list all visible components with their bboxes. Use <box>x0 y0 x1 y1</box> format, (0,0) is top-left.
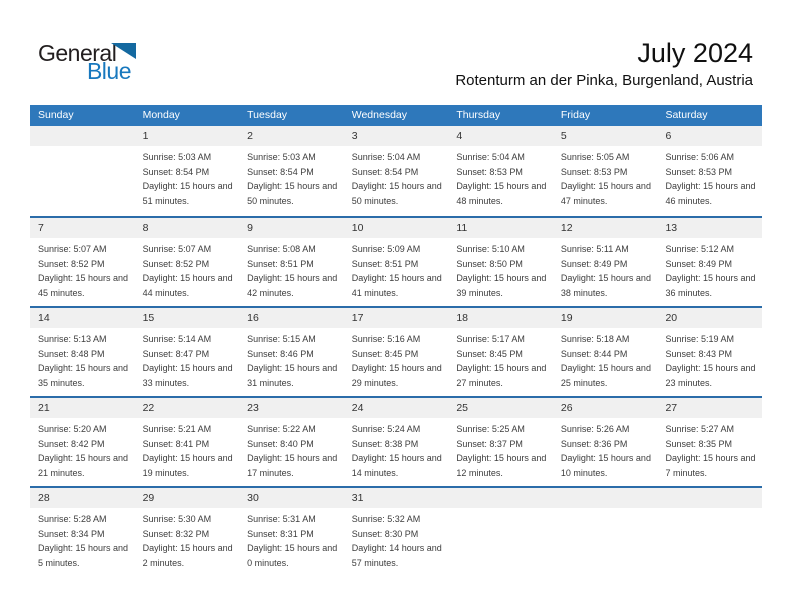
day-number: 30 <box>239 488 344 508</box>
sunrise-text: Sunrise: 5:16 AM <box>351 334 421 344</box>
sunrise-text: Sunrise: 5:06 AM <box>665 152 735 162</box>
day-details <box>135 508 240 570</box>
day-details <box>135 328 240 390</box>
sunrise-text: Sunrise: 5:04 AM <box>456 152 525 162</box>
day-details <box>448 146 553 208</box>
day-cell-19 <box>553 308 658 396</box>
sunset-text: Sunset: 8:54 PM <box>142 166 210 177</box>
sunset-text: Sunset: 8:41 PM <box>142 438 210 449</box>
day-number <box>553 488 658 508</box>
daylight-text: Daylight: 15 hours and 7 minutes. <box>665 453 756 478</box>
day-details <box>553 238 658 300</box>
sunrise-text: Sunrise: 5:25 AM <box>456 424 525 434</box>
daylight-text: Daylight: 15 hours and 36 minutes. <box>665 273 756 298</box>
day-cell-16 <box>239 308 344 396</box>
day-number <box>448 488 553 508</box>
sunrise-text: Sunrise: 5:30 AM <box>142 514 212 524</box>
day-number <box>30 126 135 146</box>
day-number: 29 <box>135 488 240 508</box>
daylight-text: Daylight: 15 hours and 33 minutes. <box>142 363 233 388</box>
day-details <box>657 418 762 480</box>
day-cell-25 <box>448 398 553 486</box>
weekday-header-row <box>30 105 762 126</box>
daylight-text: Daylight: 15 hours and 48 minutes. <box>456 181 547 206</box>
day-cell-31 <box>344 488 449 576</box>
sunrise-text: Sunrise: 5:14 AM <box>142 334 212 344</box>
week-row-3 <box>30 306 762 396</box>
day-cell-15 <box>135 308 240 396</box>
day-details <box>30 508 135 570</box>
day-details <box>344 146 449 208</box>
day-cell-17 <box>344 308 449 396</box>
day-cell-27 <box>657 398 762 486</box>
day-cell-18 <box>448 308 553 396</box>
sunset-text: Sunset: 8:44 PM <box>560 348 628 359</box>
day-details <box>448 418 553 480</box>
sunset-text: Sunset: 8:54 PM <box>351 166 419 177</box>
day-details <box>344 238 449 300</box>
day-number: 25 <box>448 398 553 418</box>
sunrise-text: Sunrise: 5:11 AM <box>560 244 629 254</box>
sunrise-text: Sunrise: 5:05 AM <box>560 152 630 162</box>
day-number: 16 <box>239 308 344 328</box>
daylight-text: Daylight: 15 hours and 10 minutes. <box>560 453 651 478</box>
weekday-header-friday: Friday <box>560 109 591 121</box>
sunset-text: Sunset: 8:37 PM <box>456 438 523 449</box>
day-cell-10 <box>344 218 449 306</box>
sunrise-text: Sunrise: 5:09 AM <box>351 244 421 254</box>
daylight-text: Daylight: 15 hours and 17 minutes. <box>247 453 338 478</box>
day-details <box>239 508 344 570</box>
day-number: 18 <box>448 308 553 328</box>
daylight-text: Daylight: 15 hours and 25 minutes. <box>560 363 651 388</box>
day-number: 15 <box>135 308 240 328</box>
sunset-text: Sunset: 8:31 PM <box>247 528 314 539</box>
day-number: 7 <box>30 218 135 238</box>
day-details <box>657 146 762 208</box>
day-cell-6 <box>657 126 762 216</box>
sunrise-text: Sunrise: 5:21 AM <box>142 424 212 434</box>
day-cell-empty <box>448 488 553 576</box>
day-number: 21 <box>30 398 135 418</box>
day-details <box>344 508 449 570</box>
sunrise-text: Sunrise: 5:13 AM <box>38 334 107 344</box>
daylight-text: Daylight: 15 hours and 14 minutes. <box>351 453 442 478</box>
day-cell-26 <box>553 398 658 486</box>
sunrise-text: Sunrise: 5:28 AM <box>38 514 107 524</box>
day-cell-30 <box>239 488 344 576</box>
sunset-text: Sunset: 8:32 PM <box>142 528 210 539</box>
sunrise-text: Sunrise: 5:17 AM <box>456 334 525 344</box>
day-cell-28 <box>30 488 135 576</box>
daylight-text: Daylight: 15 hours and 35 minutes. <box>38 363 129 388</box>
sunset-text: Sunset: 8:51 PM <box>247 258 314 269</box>
sunset-text: Sunset: 8:36 PM <box>560 438 628 449</box>
week-row-4 <box>30 396 762 486</box>
sunrise-text: Sunrise: 5:19 AM <box>665 334 735 344</box>
day-details <box>448 238 553 300</box>
day-details <box>30 238 135 300</box>
daylight-text: Daylight: 15 hours and 23 minutes. <box>665 363 756 388</box>
daylight-text: Daylight: 15 hours and 46 minutes. <box>665 181 756 206</box>
day-number <box>657 488 762 508</box>
sunrise-text: Sunrise: 5:08 AM <box>247 244 316 254</box>
weekday-header-wednesday: Wednesday <box>351 109 407 121</box>
day-details <box>553 328 658 390</box>
day-cell-8 <box>135 218 240 306</box>
day-number: 10 <box>344 218 449 238</box>
day-details <box>448 328 553 390</box>
day-number: 3 <box>344 126 449 146</box>
day-cell-23 <box>239 398 344 486</box>
day-cell-5 <box>553 126 658 216</box>
title-block <box>455 38 753 90</box>
sunset-text: Sunset: 8:34 PM <box>38 528 105 539</box>
sunrise-text: Sunrise: 5:03 AM <box>142 152 212 162</box>
day-cell-empty <box>30 126 135 216</box>
weekday-header-saturday: Saturday <box>665 109 708 121</box>
day-number: 22 <box>135 398 240 418</box>
day-number: 13 <box>657 218 762 238</box>
daylight-text: Daylight: 15 hours and 50 minutes. <box>351 181 442 206</box>
sunset-text: Sunset: 8:53 PM <box>665 166 733 177</box>
day-cell-29 <box>135 488 240 576</box>
day-cell-4 <box>448 126 553 216</box>
day-cell-13 <box>657 218 762 306</box>
day-cell-7 <box>30 218 135 306</box>
day-number: 19 <box>553 308 658 328</box>
sunset-text: Sunset: 8:47 PM <box>142 348 210 359</box>
sunset-text: Sunset: 8:38 PM <box>351 438 419 449</box>
weekday-header-sunday: Sunday <box>38 109 74 121</box>
sunset-text: Sunset: 8:50 PM <box>456 258 523 269</box>
day-details <box>344 418 449 480</box>
day-number: 31 <box>344 488 449 508</box>
sunset-text: Sunset: 8:42 PM <box>38 438 105 449</box>
day-details <box>239 418 344 480</box>
day-details <box>239 328 344 390</box>
day-number: 28 <box>30 488 135 508</box>
week-row-2 <box>30 216 762 306</box>
day-number: 9 <box>239 218 344 238</box>
day-cell-2 <box>239 126 344 216</box>
sunrise-text: Sunrise: 5:12 AM <box>665 244 735 254</box>
daylight-text: Daylight: 15 hours and 42 minutes. <box>247 273 338 298</box>
day-cell-3 <box>344 126 449 216</box>
daylight-text: Daylight: 14 hours and 57 minutes. <box>351 543 442 568</box>
day-cell-21 <box>30 398 135 486</box>
logo-text-blue: Blue <box>86 58 131 84</box>
day-number: 14 <box>30 308 135 328</box>
sunrise-text: Sunrise: 5:07 AM <box>142 244 212 254</box>
day-cell-12 <box>553 218 658 306</box>
day-cell-9 <box>239 218 344 306</box>
day-number: 24 <box>344 398 449 418</box>
day-cell-24 <box>344 398 449 486</box>
week-row-1 <box>30 126 762 216</box>
sunrise-text: Sunrise: 5:18 AM <box>560 334 630 344</box>
week-row-5 <box>30 486 762 576</box>
sunset-text: Sunset: 8:52 PM <box>38 258 105 269</box>
weekday-header-tuesday: Tuesday <box>247 109 288 121</box>
daylight-text: Daylight: 15 hours and 29 minutes. <box>351 363 442 388</box>
day-details <box>135 238 240 300</box>
daylight-text: Daylight: 15 hours and 2 minutes. <box>142 543 233 568</box>
weekday-header-monday: Monday <box>142 109 180 121</box>
daylight-text: Daylight: 15 hours and 41 minutes. <box>351 273 442 298</box>
daylight-text: Daylight: 15 hours and 39 minutes. <box>456 273 547 298</box>
sunrise-text: Sunrise: 5:07 AM <box>38 244 107 254</box>
day-number: 12 <box>553 218 658 238</box>
sunset-text: Sunset: 8:51 PM <box>351 258 419 269</box>
page-subtitle: Rotenturm an der Pinka, Burgenland, Austria <box>455 72 753 89</box>
day-number: 17 <box>344 308 449 328</box>
daylight-text: Daylight: 15 hours and 12 minutes. <box>456 453 547 478</box>
day-number: 26 <box>553 398 658 418</box>
calendar-weeks <box>30 126 762 576</box>
sunrise-text: Sunrise: 5:20 AM <box>38 424 107 434</box>
day-number: 27 <box>657 398 762 418</box>
daylight-text: Daylight: 15 hours and 5 minutes. <box>38 543 129 568</box>
sunset-text: Sunset: 8:30 PM <box>351 528 419 539</box>
day-cell-20 <box>657 308 762 396</box>
sunset-text: Sunset: 8:45 PM <box>456 348 523 359</box>
sunset-text: Sunset: 8:49 PM <box>560 258 628 269</box>
daylight-text: Daylight: 15 hours and 27 minutes. <box>456 363 547 388</box>
sunrise-text: Sunrise: 5:15 AM <box>247 334 316 344</box>
sunset-text: Sunset: 8:53 PM <box>456 166 523 177</box>
day-number: 8 <box>135 218 240 238</box>
sunrise-text: Sunrise: 5:31 AM <box>247 514 316 524</box>
sunrise-text: Sunrise: 5:26 AM <box>560 424 630 434</box>
day-number: 2 <box>239 126 344 146</box>
day-cell-1 <box>135 126 240 216</box>
sunrise-text: Sunrise: 5:04 AM <box>351 152 421 162</box>
daylight-text: Daylight: 15 hours and 21 minutes. <box>38 453 129 478</box>
day-cell-empty <box>657 488 762 576</box>
sunset-text: Sunset: 8:35 PM <box>665 438 733 449</box>
sunset-text: Sunset: 8:45 PM <box>351 348 419 359</box>
day-details <box>30 418 135 480</box>
day-number: 11 <box>448 218 553 238</box>
day-number: 20 <box>657 308 762 328</box>
sunrise-text: Sunrise: 5:22 AM <box>247 424 316 434</box>
sunset-text: Sunset: 8:54 PM <box>247 166 314 177</box>
day-details <box>239 238 344 300</box>
day-details <box>135 146 240 208</box>
daylight-text: Daylight: 15 hours and 38 minutes. <box>560 273 651 298</box>
day-details <box>135 418 240 480</box>
daylight-text: Daylight: 15 hours and 44 minutes. <box>142 273 233 298</box>
daylight-text: Daylight: 15 hours and 47 minutes. <box>560 181 651 206</box>
day-details <box>30 328 135 390</box>
day-details <box>239 146 344 208</box>
day-details <box>553 146 658 208</box>
day-number: 1 <box>135 126 240 146</box>
weekday-header-thursday: Thursday <box>456 109 501 121</box>
daylight-text: Daylight: 15 hours and 45 minutes. <box>38 273 129 298</box>
day-cell-22 <box>135 398 240 486</box>
sunset-text: Sunset: 8:52 PM <box>142 258 210 269</box>
day-number: 5 <box>553 126 658 146</box>
day-details <box>657 238 762 300</box>
sunrise-text: Sunrise: 5:27 AM <box>665 424 735 434</box>
day-details <box>344 328 449 390</box>
sunrise-text: Sunrise: 5:03 AM <box>247 152 316 162</box>
day-number: 23 <box>239 398 344 418</box>
day-number: 6 <box>657 126 762 146</box>
sunset-text: Sunset: 8:40 PM <box>247 438 314 449</box>
day-cell-14 <box>30 308 135 396</box>
page-title: July 2024 <box>637 38 753 68</box>
general-blue-logo <box>38 42 132 82</box>
day-number: 4 <box>448 126 553 146</box>
sunset-text: Sunset: 8:53 PM <box>560 166 628 177</box>
calendar-grid <box>30 105 762 576</box>
daylight-text: Daylight: 15 hours and 0 minutes. <box>247 543 338 568</box>
sunrise-text: Sunrise: 5:24 AM <box>351 424 421 434</box>
sunrise-text: Sunrise: 5:32 AM <box>351 514 421 524</box>
daylight-text: Daylight: 15 hours and 50 minutes. <box>247 181 338 206</box>
sunrise-text: Sunrise: 5:10 AM <box>456 244 525 254</box>
day-cell-11 <box>448 218 553 306</box>
daylight-text: Daylight: 15 hours and 51 minutes. <box>142 181 233 206</box>
day-details <box>553 418 658 480</box>
daylight-text: Daylight: 15 hours and 31 minutes. <box>247 363 338 388</box>
sunset-text: Sunset: 8:43 PM <box>665 348 733 359</box>
logo-text-general: General <box>38 40 117 66</box>
day-cell-empty <box>553 488 658 576</box>
day-details <box>657 328 762 390</box>
sunset-text: Sunset: 8:49 PM <box>665 258 733 269</box>
sunset-text: Sunset: 8:46 PM <box>247 348 314 359</box>
daylight-text: Daylight: 15 hours and 19 minutes. <box>142 453 233 478</box>
sunset-text: Sunset: 8:48 PM <box>38 348 105 359</box>
